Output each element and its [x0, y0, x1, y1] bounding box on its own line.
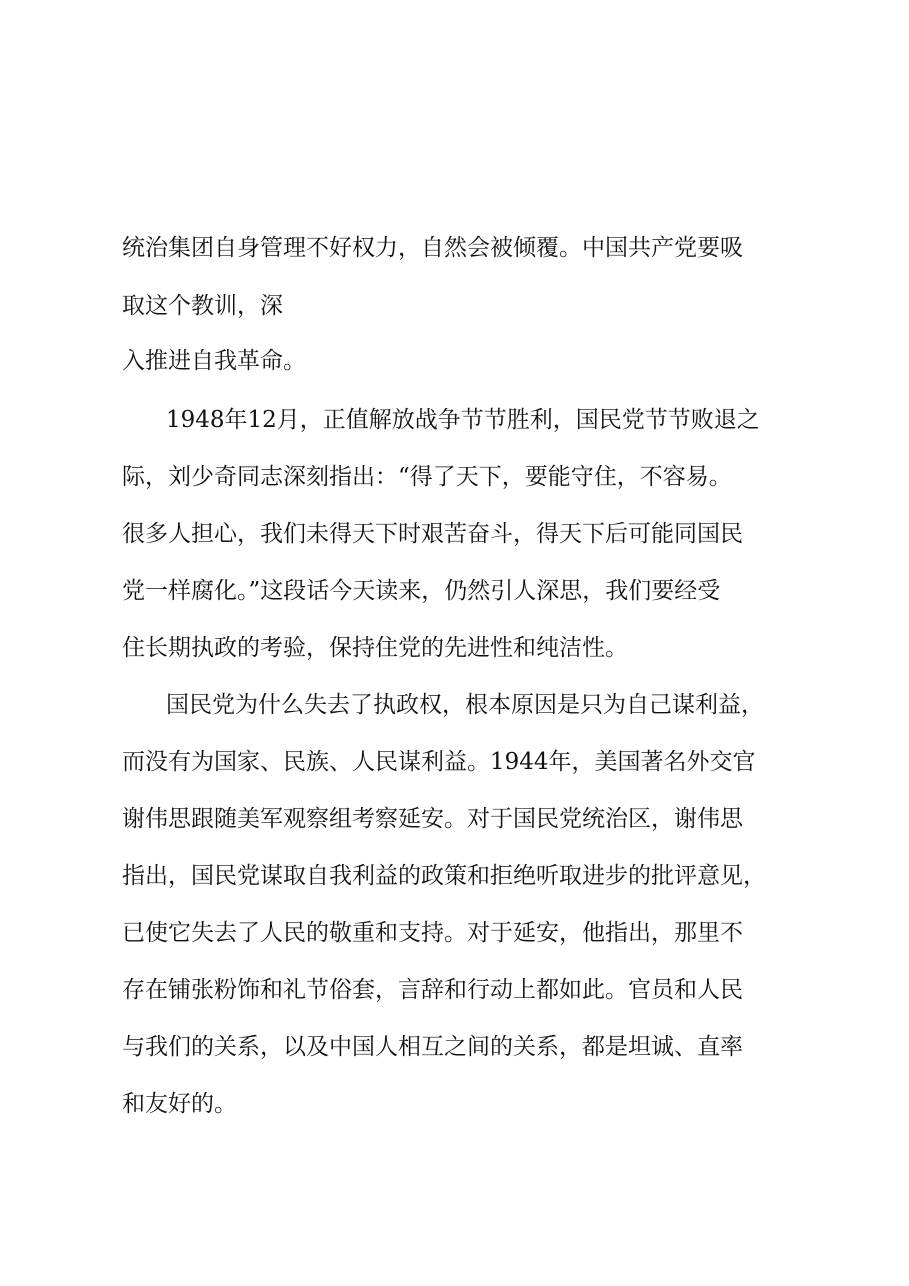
text-line: 取这个教训，深 — [122, 293, 283, 319]
text-line: 很多人担心，我们未得天下时艰苦奋斗，得天下后可能同国民 — [122, 521, 743, 547]
text-line: 而没有为国家、民族、人民谋利益。1944年，美国著名外交官 — [122, 749, 756, 775]
paragraph-start-line: 国民党为什么失去了执政权，根本原因是只为自己谋利益， — [166, 692, 764, 718]
text-line: 入推进自我革命。 — [122, 348, 306, 374]
text-line: 谢伟思跟随美军观察组考察延安。对于国民党统治区，谢伟思 — [122, 806, 743, 832]
text-line: 和友好的。 — [122, 1091, 237, 1117]
text-line: 指出，国民党谋取自我利益的政策和拒绝听取进步的批评意见， — [122, 863, 766, 889]
text-line: 统治集团自身管理不好权力，自然会被倾覆。中国共产党要吸 — [122, 235, 743, 261]
text-line: 住长期执政的考验，保持住党的先进性和纯洁性。 — [122, 635, 628, 661]
text-line: 际，刘少奇同志深刻指出：“得了天下，要能守住，不容易。 — [122, 464, 732, 490]
paragraph-start-line: 1948年12月，正值解放战争节节胜利，国民党节节败退之 — [166, 407, 760, 433]
text-line: 与我们的关系，以及中国人相互之间的关系，都是坦诚、直率 — [122, 1034, 743, 1060]
text-line: 存在铺张粉饰和礼节俗套，言辞和行动上都如此。官员和人民 — [122, 977, 743, 1003]
text-line: 党一样腐化。”这段话今天读来，仍然引人深思，我们要经受 — [122, 578, 721, 604]
text-line: 已使它失去了人民的敬重和支持。对于延安，他指出，那里不 — [122, 920, 743, 946]
